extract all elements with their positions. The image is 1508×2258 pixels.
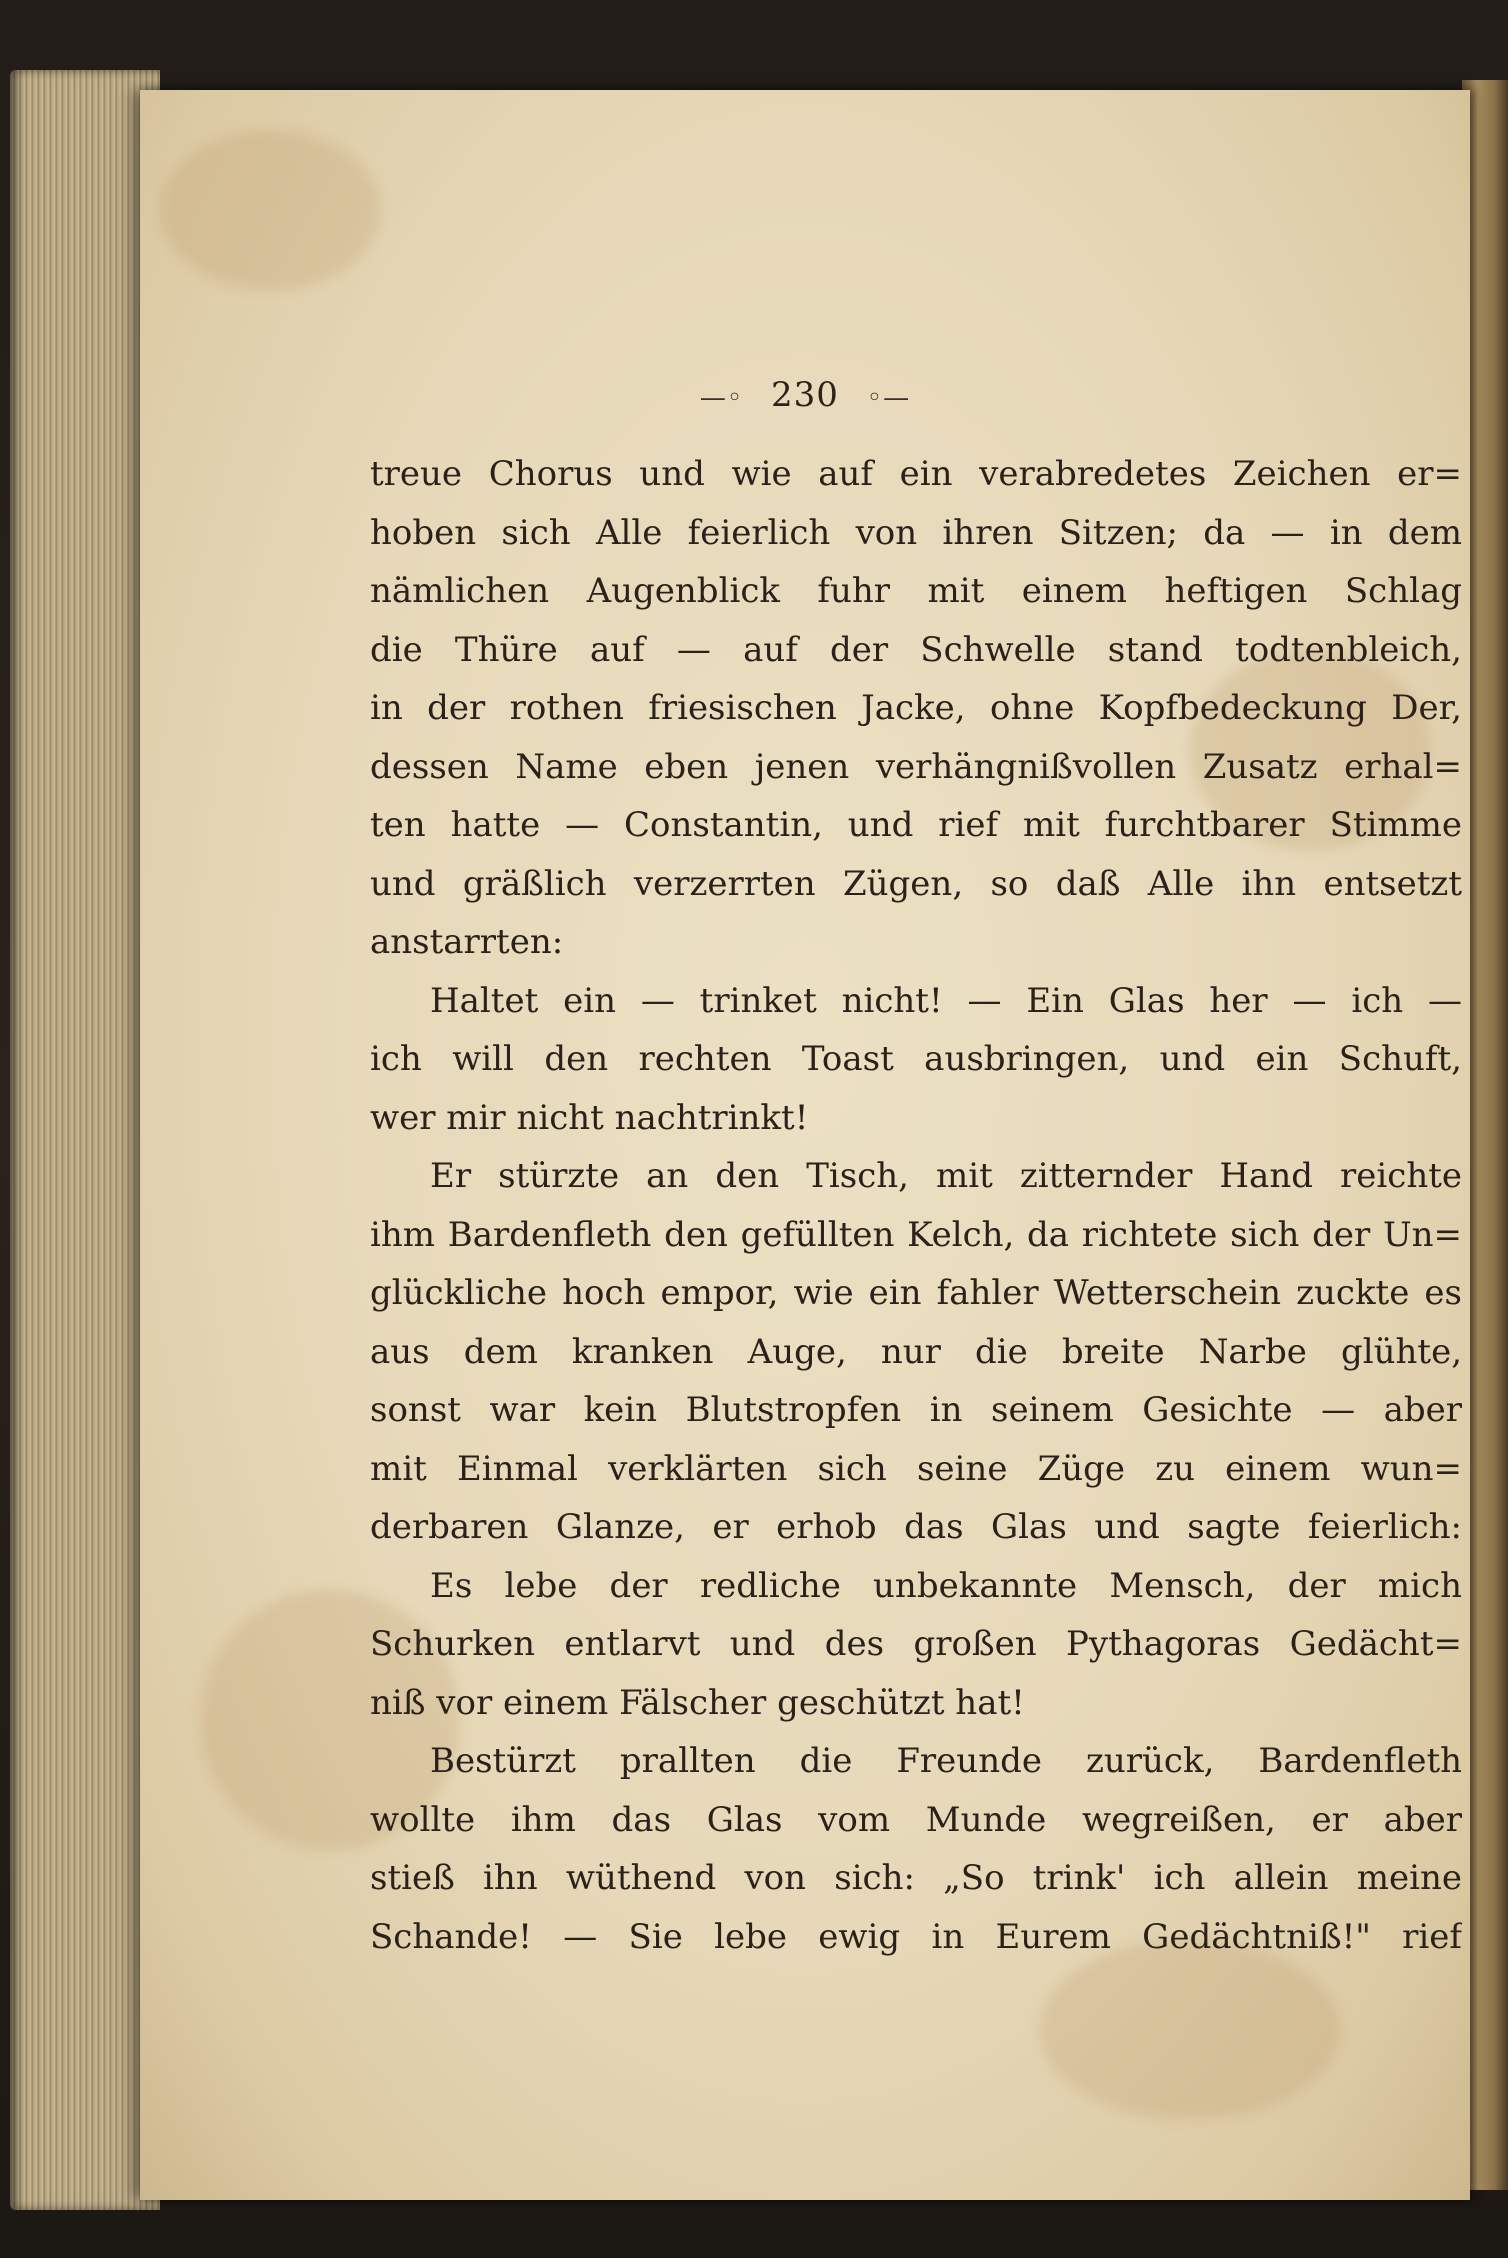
text-line: Schurken entlarvt und des großen Pythagoras Gedächt= (370, 1624, 1462, 1664)
header-ornament-right: ◦— (866, 383, 911, 413)
body-text (370, 445, 1462, 1966)
text-line: Er stürzte an den Tisch, mit zitternder Hand reichte (430, 1156, 1462, 1196)
text-line: wer mir nicht nachtrinkt! (370, 1097, 809, 1138)
text-line: wollte ihm das Glas vom Munde wegreißen, er aber (370, 1799, 1462, 1840)
text-line: niß vor einem Fälscher geschützt hat! (370, 1682, 1025, 1723)
text-line: die Thüre auf — auf der Schwelle stand todtenbleich, (370, 629, 1462, 670)
page-number: 230 (771, 375, 839, 415)
page-stack-edge (10, 70, 160, 2210)
text-line: Es lebe der redliche unbekannte Mensch, der mich (430, 1565, 1462, 1606)
text-line: hoben sich Alle feierlich von ihren Sitzen; da — in dem (370, 512, 1462, 553)
age-stain (1040, 1940, 1340, 2120)
text-line: stieß ihn wüthend von sich: „So trink' ich allein meine (370, 1858, 1462, 1898)
text-line: ihm Bardenfleth den gefüllten Kelch, da richtete sich der Un= (370, 1214, 1462, 1255)
text-line: ich will den rechten Toast ausbringen, und ein Schuft, (370, 1039, 1462, 1079)
text-line: derbaren Glanze, er erhob das Glas und sagte feierlich: (370, 1507, 1462, 1547)
text-line: treue Chorus und wie auf ein verabredetes Zeichen er= (370, 454, 1462, 494)
page-header (140, 375, 1470, 415)
text-line: glückliche hoch empor, wie ein fahler Wetterschein zuckte es (370, 1273, 1462, 1313)
header-ornament-left: —◦ (699, 383, 744, 413)
text-line: Haltet ein — trinket nicht! — Ein Glas her — ich — (430, 980, 1462, 1021)
text-line: aus dem kranken Auge, nur die breite Narbe glühte, (370, 1331, 1462, 1372)
text-line: Bestürzt prallten die Freunde zurück, Bardenfleth (430, 1741, 1462, 1781)
text-line: anstarrten: (370, 922, 564, 962)
text-line: und gräßlich verzerrten Zügen, so daß Alle ihn entsetzt (370, 863, 1462, 904)
text-line: nämlichen Augenblick fuhr mit einem heftigen Schlag (370, 571, 1462, 611)
text-line: Schande! — Sie lebe ewig in Eurem Gedächtniß!" rief (370, 1916, 1462, 1957)
age-stain (160, 130, 380, 290)
text-line: in der rothen friesischen Jacke, ohne Kopfbedeckung Der, (370, 688, 1462, 728)
text-line: dessen Name eben jenen verhängnißvollen Zusatz erhal= (370, 746, 1462, 787)
text-line: ten hatte — Constantin, und rief mit furchtbarer Stimme (370, 805, 1462, 845)
book-page (140, 90, 1470, 2200)
text-line: mit Einmal verklärten sich seine Züge zu einem wun= (370, 1448, 1462, 1489)
text-line: sonst war kein Blutstropfen in seinem Gesichte — aber (370, 1390, 1462, 1430)
